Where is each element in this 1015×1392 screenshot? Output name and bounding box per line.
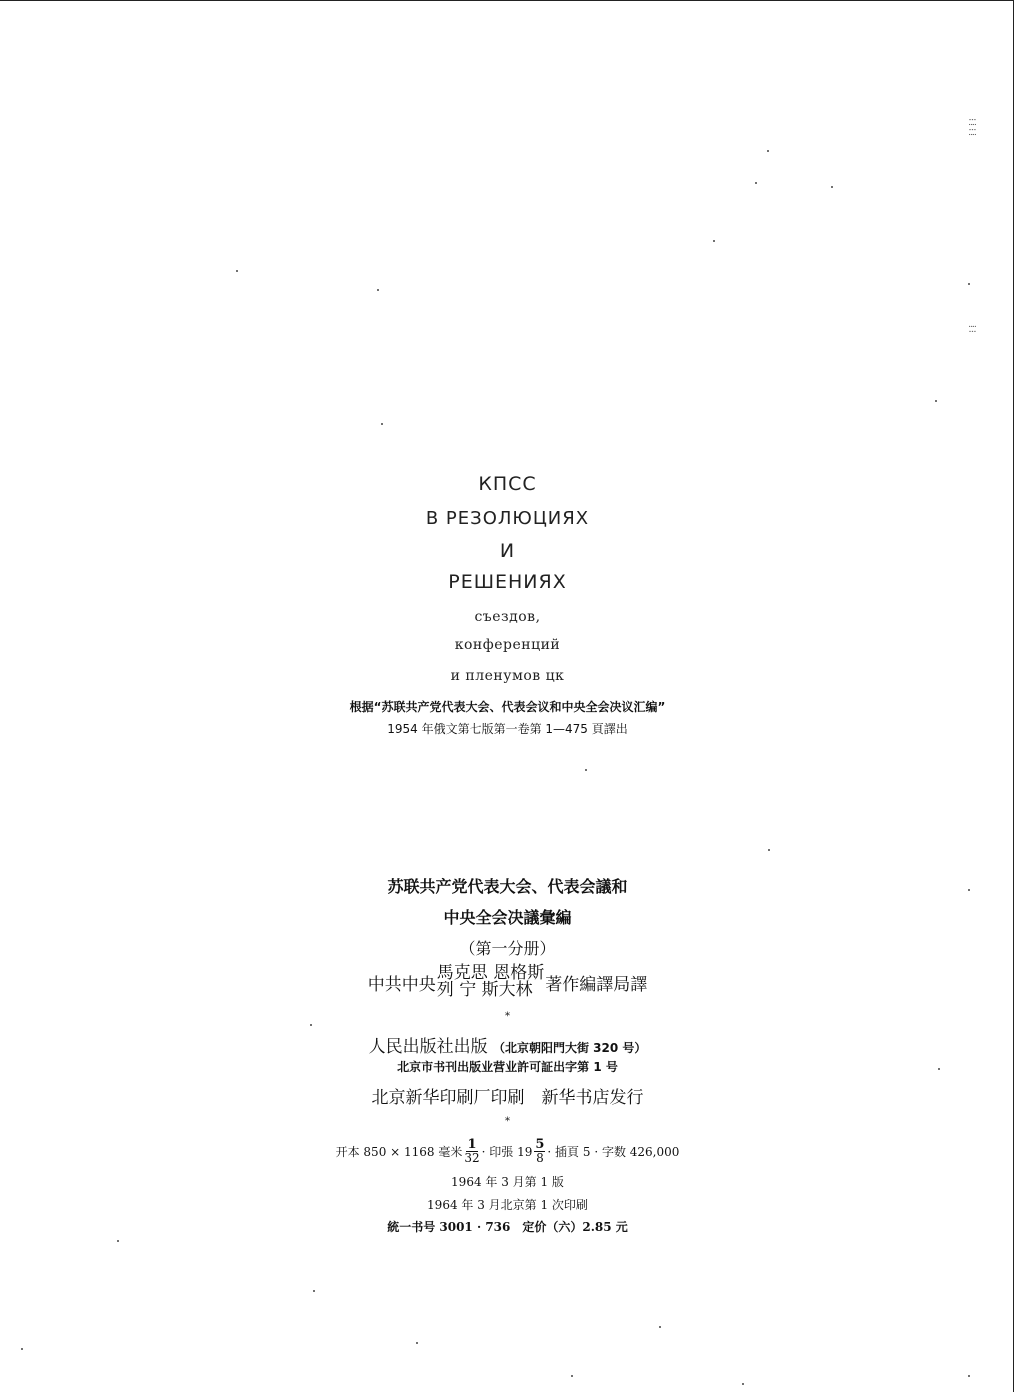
scan-speck <box>585 769 587 771</box>
fraction-one-32 <box>464 1138 479 1165</box>
scan-speck <box>831 186 833 188</box>
scan-speck <box>313 1290 315 1292</box>
publisher-line <box>0 1032 1015 1057</box>
separator-star: * <box>505 1116 510 1127</box>
fraction-numerator: 1 <box>467 1137 477 1152</box>
scan-speck <box>381 423 383 425</box>
scan-speck <box>742 1383 744 1385</box>
fraction-five-eighths <box>534 1138 545 1165</box>
scan-speck <box>236 270 238 272</box>
first-printing: 1964 年 3 月北京第 1 次印刷 <box>427 1198 588 1212</box>
source-note: 1954 年俄文第七版第一卷第 1—475 頁譯出 <box>387 722 628 736</box>
scan-speck <box>767 150 769 152</box>
scan-speck <box>659 1326 661 1328</box>
russian-title-line: В РЕЗОЛЮЦИЯХ <box>425 508 590 529</box>
format-mid: · 印張 19 <box>481 1145 533 1159</box>
russian-title-line: РЕШЕНИЯХ <box>448 571 567 593</box>
scan-speck <box>968 283 970 285</box>
fraction-denominator: 8 <box>536 1151 544 1165</box>
translator-suffix: 著作編譯局譯 <box>545 974 648 995</box>
scan-border-top <box>0 0 1013 1</box>
scan-speck <box>755 182 757 184</box>
publisher-name: 人民出版社出版 <box>368 1037 488 1057</box>
format-suffix: · 插頁 5 · 字数 426,000 <box>547 1145 680 1159</box>
russian-title-line: И <box>499 540 516 562</box>
chinese-title-line: 苏联共产党代表大会、代表会議和 <box>387 877 628 896</box>
scan-speck <box>713 240 715 242</box>
scan-speck <box>21 1348 23 1350</box>
translator-credit <box>0 965 1015 999</box>
chinese-title-line: 中央全会决議彙編 <box>443 908 572 927</box>
scan-speck <box>768 849 770 851</box>
separator-star: * <box>505 1011 510 1022</box>
scan-speck <box>968 1375 970 1377</box>
source-note: 根据“苏联共产党代表大会、代表会议和中央全会决议汇编” <box>349 700 666 714</box>
scan-speck <box>117 1240 119 1242</box>
format-prefix: 开本 850 × 1168 毫米 <box>335 1145 463 1159</box>
translator-prefix: 中共中央 <box>367 974 436 995</box>
margin-ink-mark: ⁞⁝ <box>966 325 977 335</box>
scan-speck <box>310 1024 312 1026</box>
russian-subtitle-line: и пленумов цк <box>450 668 565 684</box>
russian-subtitle-line: съездов, <box>474 609 541 625</box>
scan-speck <box>377 289 379 291</box>
publisher-address: （北京朝阳門大街 320 号） <box>493 1041 647 1055</box>
author-names-bottom: 列 宁 斯大林 <box>436 980 533 1000</box>
publisher-license: 北京市书刊出版业营业許可証出字第 1 号 <box>397 1060 618 1074</box>
author-names <box>437 965 544 999</box>
format-line <box>0 1138 1015 1165</box>
author-names-top: 馬克思 恩格斯 <box>436 963 545 983</box>
scan-speck <box>935 400 937 402</box>
fraction-denominator: 32 <box>464 1151 480 1165</box>
margin-ink-mark: ⁝⁞⁝⁞ <box>966 118 977 138</box>
russian-title-line: КПСС <box>478 473 537 495</box>
first-edition: 1964 年 3 月第 1 版 <box>451 1175 564 1189</box>
scan-speck <box>571 1375 573 1377</box>
book-number-price: 統一书号 3001 · 736 定价（六）2.85 元 <box>387 1220 628 1234</box>
scan-speck <box>416 1342 418 1344</box>
printer-line: 北京新华印刷厂印刷 新华书店发行 <box>371 1088 644 1108</box>
volume-label: （第一分册） <box>459 939 556 958</box>
russian-subtitle-line: конференций <box>454 637 561 653</box>
fraction-numerator: 5 <box>535 1137 545 1152</box>
